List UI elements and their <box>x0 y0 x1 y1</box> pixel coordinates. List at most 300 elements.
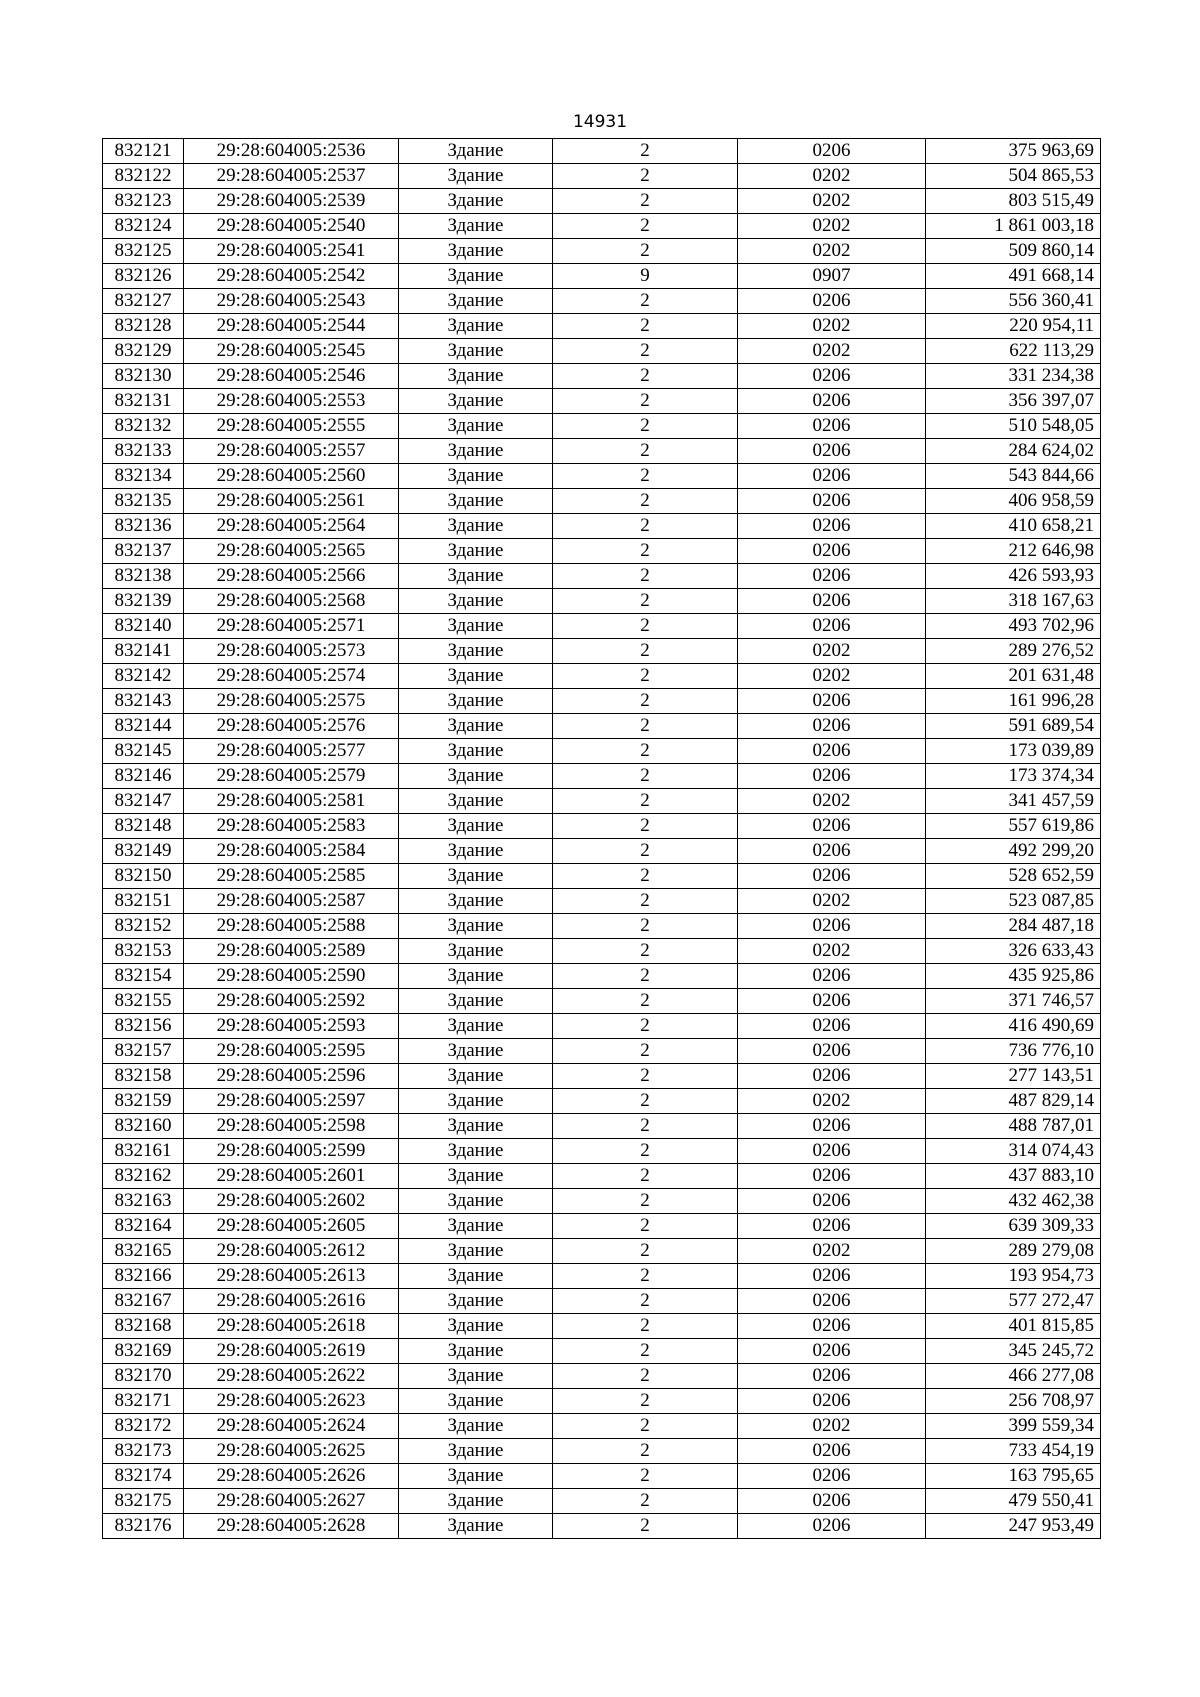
group-number-cell: 2 <box>553 1489 738 1514</box>
cadastral-value-cell: 466 277,08 <box>926 1364 1101 1389</box>
group-number-cell: 2 <box>553 1289 738 1314</box>
table-row <box>103 364 1101 389</box>
row-number-cell: 832141 <box>103 639 184 664</box>
row-number-cell: 832152 <box>103 914 184 939</box>
cadastral-value-cell: 803 515,49 <box>926 189 1101 214</box>
group-number-cell: 2 <box>553 539 738 564</box>
table-row <box>103 964 1101 989</box>
cadastral-value-cell: 345 245,72 <box>926 1339 1101 1364</box>
cadastral-number-cell: 29:28:604005:2628 <box>184 1514 399 1539</box>
group-number-cell: 2 <box>553 1064 738 1089</box>
cadastral-number-cell: 29:28:604005:2624 <box>184 1414 399 1439</box>
code-cell: 0206 <box>738 1514 926 1539</box>
table-row <box>103 789 1101 814</box>
cadastral-number-cell: 29:28:604005:2546 <box>184 364 399 389</box>
cadastral-value-cell: 509 860,14 <box>926 239 1101 264</box>
table-row <box>103 1264 1101 1289</box>
cadastral-value-cell: 523 087,85 <box>926 889 1101 914</box>
group-number-cell: 2 <box>553 139 738 164</box>
table-row <box>103 389 1101 414</box>
group-number-cell: 2 <box>553 239 738 264</box>
object-type-cell: Здание <box>399 989 553 1014</box>
cadastral-value-cell: 212 646,98 <box>926 539 1101 564</box>
cadastral-value-cell: 432 462,38 <box>926 1189 1101 1214</box>
row-number-cell: 832130 <box>103 364 184 389</box>
cadastral-value-cell: 256 708,97 <box>926 1389 1101 1414</box>
code-cell: 0206 <box>738 864 926 889</box>
group-number-cell: 2 <box>553 1164 738 1189</box>
code-cell: 0206 <box>738 914 926 939</box>
cadastral-number-cell: 29:28:604005:2625 <box>184 1439 399 1464</box>
object-type-cell: Здание <box>399 739 553 764</box>
cadastral-value-cell: 193 954,73 <box>926 1264 1101 1289</box>
object-type-cell: Здание <box>399 214 553 239</box>
row-number-cell: 832170 <box>103 1364 184 1389</box>
object-type-cell: Здание <box>399 939 553 964</box>
object-type-cell: Здание <box>399 914 553 939</box>
row-number-cell: 832132 <box>103 414 184 439</box>
table-row <box>103 1339 1101 1364</box>
cadastral-number-cell: 29:28:604005:2560 <box>184 464 399 489</box>
code-cell: 0206 <box>738 389 926 414</box>
code-cell: 0206 <box>738 839 926 864</box>
object-type-cell: Здание <box>399 1039 553 1064</box>
group-number-cell: 2 <box>553 164 738 189</box>
cadastral-number-cell: 29:28:604005:2566 <box>184 564 399 589</box>
group-number-cell: 2 <box>553 1464 738 1489</box>
table-row <box>103 1089 1101 1114</box>
object-type-cell: Здание <box>399 1189 553 1214</box>
row-number-cell: 832123 <box>103 189 184 214</box>
cadastral-value-cell: 543 844,66 <box>926 464 1101 489</box>
object-type-cell: Здание <box>399 414 553 439</box>
row-number-cell: 832145 <box>103 739 184 764</box>
code-cell: 0202 <box>738 1414 926 1439</box>
row-number-cell: 832133 <box>103 439 184 464</box>
row-number-cell: 832168 <box>103 1314 184 1339</box>
code-cell: 0206 <box>738 739 926 764</box>
cadastral-value-cell: 437 883,10 <box>926 1164 1101 1189</box>
object-type-cell: Здание <box>399 464 553 489</box>
group-number-cell: 2 <box>553 739 738 764</box>
cadastral-value-cell: 220 954,11 <box>926 314 1101 339</box>
object-type-cell: Здание <box>399 1014 553 1039</box>
cadastral-value-cell: 491 668,14 <box>926 264 1101 289</box>
code-cell: 0206 <box>738 139 926 164</box>
group-number-cell: 2 <box>553 664 738 689</box>
code-cell: 0202 <box>738 639 926 664</box>
table-row <box>103 889 1101 914</box>
object-type-cell: Здание <box>399 339 553 364</box>
object-type-cell: Здание <box>399 189 553 214</box>
cadastral-value-cell: 492 299,20 <box>926 839 1101 864</box>
cadastral-value-cell: 577 272,47 <box>926 1289 1101 1314</box>
group-number-cell: 2 <box>553 1514 738 1539</box>
table-row <box>103 814 1101 839</box>
group-number-cell: 2 <box>553 864 738 889</box>
table-row <box>103 539 1101 564</box>
row-number-cell: 832174 <box>103 1464 184 1489</box>
cadastral-value-cell: 1 861 003,18 <box>926 214 1101 239</box>
table-row <box>103 1364 1101 1389</box>
cadastral-value-cell: 331 234,38 <box>926 364 1101 389</box>
code-cell: 0206 <box>738 1264 926 1289</box>
object-type-cell: Здание <box>399 664 553 689</box>
row-number-cell: 832172 <box>103 1414 184 1439</box>
object-type-cell: Здание <box>399 239 553 264</box>
cadastral-number-cell: 29:28:604005:2623 <box>184 1389 399 1414</box>
table-row <box>103 1189 1101 1214</box>
cadastral-number-cell: 29:28:604005:2597 <box>184 1089 399 1114</box>
row-number-cell: 832126 <box>103 264 184 289</box>
code-cell: 0202 <box>738 1089 926 1114</box>
table-row <box>103 739 1101 764</box>
object-type-cell: Здание <box>399 489 553 514</box>
code-cell: 0206 <box>738 414 926 439</box>
cadastral-value-cell: 289 279,08 <box>926 1239 1101 1264</box>
group-number-cell: 2 <box>553 1014 738 1039</box>
cadastral-value-cell: 314 074,43 <box>926 1139 1101 1164</box>
code-cell: 0206 <box>738 489 926 514</box>
table-row <box>103 639 1101 664</box>
cadastral-value-cell: 173 374,34 <box>926 764 1101 789</box>
group-number-cell: 2 <box>553 189 738 214</box>
table-row <box>103 1464 1101 1489</box>
cadastral-number-cell: 29:28:604005:2588 <box>184 914 399 939</box>
table-row <box>103 489 1101 514</box>
code-cell: 0206 <box>738 1314 926 1339</box>
table-row <box>103 914 1101 939</box>
code-cell: 0206 <box>738 1364 926 1389</box>
code-cell: 0206 <box>738 1289 926 1314</box>
code-cell: 0206 <box>738 1214 926 1239</box>
group-number-cell: 2 <box>553 1089 738 1114</box>
table-row <box>103 1114 1101 1139</box>
cadastral-number-cell: 29:28:604005:2599 <box>184 1139 399 1164</box>
group-number-cell: 2 <box>553 1414 738 1439</box>
cadastral-value-cell: 284 487,18 <box>926 914 1101 939</box>
code-cell: 0206 <box>738 1139 926 1164</box>
code-cell: 0202 <box>738 1239 926 1264</box>
code-cell: 0206 <box>738 589 926 614</box>
row-number-cell: 832150 <box>103 864 184 889</box>
object-type-cell: Здание <box>399 1164 553 1189</box>
table-row <box>103 1514 1101 1539</box>
cadastral-value-cell: 622 113,29 <box>926 339 1101 364</box>
cadastral-number-cell: 29:28:604005:2613 <box>184 1264 399 1289</box>
cadastral-value-cell: 557 619,86 <box>926 814 1101 839</box>
cadastral-number-cell: 29:28:604005:2619 <box>184 1339 399 1364</box>
cadastral-value-cell: 289 276,52 <box>926 639 1101 664</box>
group-number-cell: 2 <box>553 514 738 539</box>
table-row <box>103 214 1101 239</box>
cadastral-number-cell: 29:28:604005:2618 <box>184 1314 399 1339</box>
object-type-cell: Здание <box>399 964 553 989</box>
cadastral-number-cell: 29:28:604005:2581 <box>184 789 399 814</box>
row-number-cell: 832147 <box>103 789 184 814</box>
row-number-cell: 832173 <box>103 1439 184 1464</box>
group-number-cell: 2 <box>553 414 738 439</box>
object-type-cell: Здание <box>399 1364 553 1389</box>
row-number-cell: 832140 <box>103 614 184 639</box>
group-number-cell: 2 <box>553 1389 738 1414</box>
cadastral-value-cell: 493 702,96 <box>926 614 1101 639</box>
cadastral-value-cell: 591 689,54 <box>926 714 1101 739</box>
table-row <box>103 1139 1101 1164</box>
cadastral-value-cell: 201 631,48 <box>926 664 1101 689</box>
cadastral-number-cell: 29:28:604005:2573 <box>184 639 399 664</box>
table-row <box>103 564 1101 589</box>
code-cell: 0206 <box>738 1014 926 1039</box>
table-row <box>103 589 1101 614</box>
code-cell: 0206 <box>738 289 926 314</box>
code-cell: 0206 <box>738 814 926 839</box>
cadastral-number-cell: 29:28:604005:2605 <box>184 1214 399 1239</box>
object-type-cell: Здание <box>399 889 553 914</box>
cadastral-value-cell: 406 958,59 <box>926 489 1101 514</box>
cadastral-number-cell: 29:28:604005:2574 <box>184 664 399 689</box>
cadastral-number-cell: 29:28:604005:2557 <box>184 439 399 464</box>
table-row <box>103 714 1101 739</box>
row-number-cell: 832157 <box>103 1039 184 1064</box>
cadastral-number-cell: 29:28:604005:2536 <box>184 139 399 164</box>
cadastral-value-cell: 639 309,33 <box>926 1214 1101 1239</box>
object-type-cell: Здание <box>399 1489 553 1514</box>
cadastral-number-cell: 29:28:604005:2568 <box>184 589 399 614</box>
group-number-cell: 2 <box>553 639 738 664</box>
code-cell: 0206 <box>738 364 926 389</box>
table-body <box>103 139 1101 1539</box>
group-number-cell: 2 <box>553 389 738 414</box>
table-row <box>103 1039 1101 1064</box>
object-type-cell: Здание <box>399 564 553 589</box>
code-cell: 0202 <box>738 939 926 964</box>
cadastral-number-cell: 29:28:604005:2602 <box>184 1189 399 1214</box>
object-type-cell: Здание <box>399 1439 553 1464</box>
table-row <box>103 839 1101 864</box>
cadastral-value-cell: 528 652,59 <box>926 864 1101 889</box>
table-row <box>103 664 1101 689</box>
row-number-cell: 832124 <box>103 214 184 239</box>
cadastral-value-cell: 161 996,28 <box>926 689 1101 714</box>
row-number-cell: 832165 <box>103 1239 184 1264</box>
object-type-cell: Здание <box>399 1289 553 1314</box>
row-number-cell: 832121 <box>103 139 184 164</box>
object-type-cell: Здание <box>399 789 553 814</box>
object-type-cell: Здание <box>399 614 553 639</box>
cadastral-value-cell: 487 829,14 <box>926 1089 1101 1114</box>
table-row <box>103 164 1101 189</box>
group-number-cell: 2 <box>553 1239 738 1264</box>
cadastral-number-cell: 29:28:604005:2576 <box>184 714 399 739</box>
table-row <box>103 689 1101 714</box>
group-number-cell: 2 <box>553 289 738 314</box>
group-number-cell: 2 <box>553 614 738 639</box>
row-number-cell: 832135 <box>103 489 184 514</box>
group-number-cell: 2 <box>553 464 738 489</box>
code-cell: 0206 <box>738 1464 926 1489</box>
group-number-cell: 2 <box>553 564 738 589</box>
group-number-cell: 2 <box>553 1114 738 1139</box>
code-cell: 0206 <box>738 614 926 639</box>
cadastral-number-cell: 29:28:604005:2587 <box>184 889 399 914</box>
object-type-cell: Здание <box>399 514 553 539</box>
table-row <box>103 289 1101 314</box>
cadastral-number-cell: 29:28:604005:2564 <box>184 514 399 539</box>
cadastral-value-cell: 410 658,21 <box>926 514 1101 539</box>
code-cell: 0202 <box>738 239 926 264</box>
code-cell: 0206 <box>738 439 926 464</box>
object-type-cell: Здание <box>399 1264 553 1289</box>
code-cell: 0206 <box>738 989 926 1014</box>
cadastral-value-table <box>102 138 1101 1539</box>
code-cell: 0202 <box>738 314 926 339</box>
cadastral-number-cell: 29:28:604005:2592 <box>184 989 399 1014</box>
row-number-cell: 832175 <box>103 1489 184 1514</box>
cadastral-number-cell: 29:28:604005:2542 <box>184 264 399 289</box>
object-type-cell: Здание <box>399 589 553 614</box>
object-type-cell: Здание <box>399 1389 553 1414</box>
code-cell: 0206 <box>738 564 926 589</box>
object-type-cell: Здание <box>399 1114 553 1139</box>
group-number-cell: 2 <box>553 939 738 964</box>
group-number-cell: 2 <box>553 764 738 789</box>
group-number-cell: 2 <box>553 964 738 989</box>
group-number-cell: 2 <box>553 589 738 614</box>
code-cell: 0206 <box>738 689 926 714</box>
group-number-cell: 2 <box>553 1364 738 1389</box>
row-number-cell: 832136 <box>103 514 184 539</box>
object-type-cell: Здание <box>399 364 553 389</box>
group-number-cell: 2 <box>553 339 738 364</box>
cadastral-value-cell: 284 624,02 <box>926 439 1101 464</box>
row-number-cell: 832166 <box>103 1264 184 1289</box>
group-number-cell: 2 <box>553 439 738 464</box>
cadastral-value-cell: 318 167,63 <box>926 589 1101 614</box>
group-number-cell: 2 <box>553 1214 738 1239</box>
code-cell: 0206 <box>738 514 926 539</box>
cadastral-number-cell: 29:28:604005:2622 <box>184 1364 399 1389</box>
group-number-cell: 2 <box>553 314 738 339</box>
table-row <box>103 1414 1101 1439</box>
row-number-cell: 832154 <box>103 964 184 989</box>
row-number-cell: 832162 <box>103 1164 184 1189</box>
row-number-cell: 832128 <box>103 314 184 339</box>
code-cell: 0202 <box>738 339 926 364</box>
cadastral-value-cell: 375 963,69 <box>926 139 1101 164</box>
code-cell: 0206 <box>738 714 926 739</box>
row-number-cell: 832127 <box>103 289 184 314</box>
cadastral-value-cell: 356 397,07 <box>926 389 1101 414</box>
object-type-cell: Здание <box>399 139 553 164</box>
object-type-cell: Здание <box>399 1214 553 1239</box>
code-cell: 0206 <box>738 464 926 489</box>
cadastral-number-cell: 29:28:604005:2555 <box>184 414 399 439</box>
object-type-cell: Здание <box>399 1139 553 1164</box>
table-row <box>103 314 1101 339</box>
table-row <box>103 189 1101 214</box>
cadastral-number-cell: 29:28:604005:2540 <box>184 214 399 239</box>
table-row <box>103 864 1101 889</box>
group-number-cell: 2 <box>553 489 738 514</box>
row-number-cell: 832137 <box>103 539 184 564</box>
cadastral-number-cell: 29:28:604005:2595 <box>184 1039 399 1064</box>
code-cell: 0206 <box>738 1164 926 1189</box>
code-cell: 0206 <box>738 1389 926 1414</box>
cadastral-number-cell: 29:28:604005:2612 <box>184 1239 399 1264</box>
object-type-cell: Здание <box>399 1514 553 1539</box>
page-number: 14931 <box>572 112 628 132</box>
cadastral-number-cell: 29:28:604005:2544 <box>184 314 399 339</box>
table-row <box>103 1489 1101 1514</box>
table-row <box>103 239 1101 264</box>
row-number-cell: 832167 <box>103 1289 184 1314</box>
group-number-cell: 2 <box>553 689 738 714</box>
group-number-cell: 9 <box>553 264 738 289</box>
row-number-cell: 832160 <box>103 1114 184 1139</box>
row-number-cell: 832158 <box>103 1064 184 1089</box>
object-type-cell: Здание <box>399 264 553 289</box>
row-number-cell: 832149 <box>103 839 184 864</box>
row-number-cell: 832134 <box>103 464 184 489</box>
table-row <box>103 464 1101 489</box>
cadastral-number-cell: 29:28:604005:2543 <box>184 289 399 314</box>
table-row <box>103 414 1101 439</box>
cadastral-number-cell: 29:28:604005:2590 <box>184 964 399 989</box>
group-number-cell: 2 <box>553 1189 738 1214</box>
object-type-cell: Здание <box>399 164 553 189</box>
object-type-cell: Здание <box>399 1089 553 1114</box>
row-number-cell: 832144 <box>103 714 184 739</box>
table-row <box>103 1164 1101 1189</box>
cadastral-number-cell: 29:28:604005:2616 <box>184 1289 399 1314</box>
table-row <box>103 514 1101 539</box>
code-cell: 0206 <box>738 1039 926 1064</box>
cadastral-value-cell: 510 548,05 <box>926 414 1101 439</box>
object-type-cell: Здание <box>399 289 553 314</box>
row-number-cell: 832169 <box>103 1339 184 1364</box>
cadastral-number-cell: 29:28:604005:2601 <box>184 1164 399 1189</box>
cadastral-number-cell: 29:28:604005:2596 <box>184 1064 399 1089</box>
cadastral-number-cell: 29:28:604005:2539 <box>184 189 399 214</box>
cadastral-value-cell: 488 787,01 <box>926 1114 1101 1139</box>
object-type-cell: Здание <box>399 764 553 789</box>
row-number-cell: 832122 <box>103 164 184 189</box>
cadastral-number-cell: 29:28:604005:2571 <box>184 614 399 639</box>
group-number-cell: 2 <box>553 1139 738 1164</box>
code-cell: 0202 <box>738 889 926 914</box>
group-number-cell: 2 <box>553 1264 738 1289</box>
group-number-cell: 2 <box>553 1439 738 1464</box>
code-cell: 0206 <box>738 1189 926 1214</box>
object-type-cell: Здание <box>399 1414 553 1439</box>
row-number-cell: 832151 <box>103 889 184 914</box>
cadastral-value-cell: 399 559,34 <box>926 1414 1101 1439</box>
row-number-cell: 832153 <box>103 939 184 964</box>
row-number-cell: 832176 <box>103 1514 184 1539</box>
group-number-cell: 2 <box>553 989 738 1014</box>
table-row <box>103 1289 1101 1314</box>
code-cell: 0206 <box>738 539 926 564</box>
cadastral-number-cell: 29:28:604005:2579 <box>184 764 399 789</box>
object-type-cell: Здание <box>399 1239 553 1264</box>
table-row <box>103 764 1101 789</box>
object-type-cell: Здание <box>399 314 553 339</box>
code-cell: 0206 <box>738 964 926 989</box>
cadastral-value-cell: 341 457,59 <box>926 789 1101 814</box>
cadastral-number-cell: 29:28:604005:2545 <box>184 339 399 364</box>
table-row <box>103 1239 1101 1264</box>
